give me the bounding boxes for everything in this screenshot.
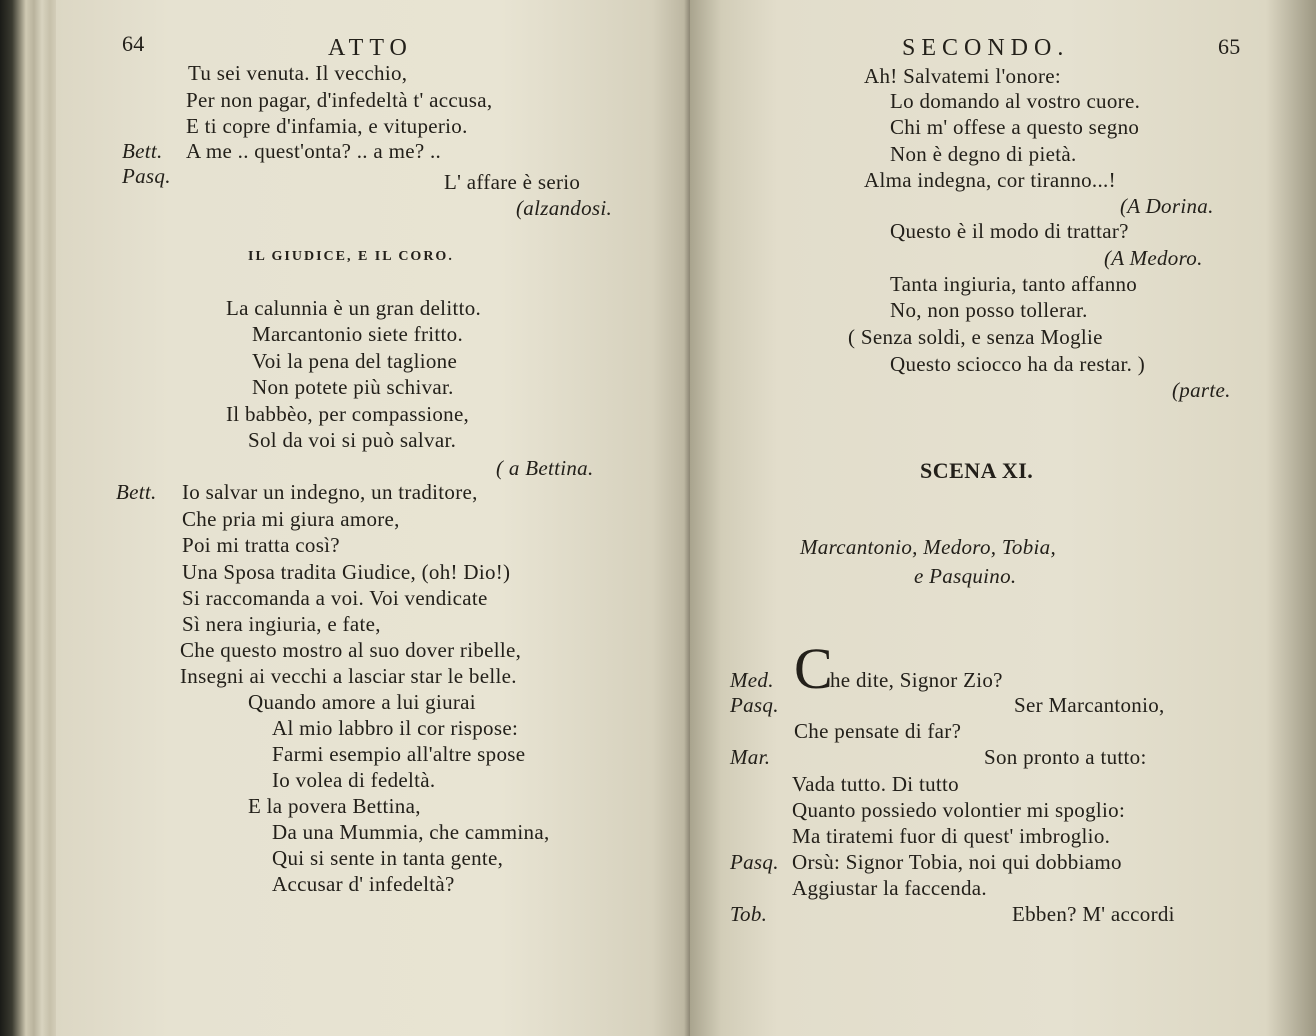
stage-direction: (parte. bbox=[1172, 378, 1231, 402]
verse-line: Che questo mostro al suo dover ribelle, bbox=[180, 638, 522, 662]
running-head: ATTO bbox=[328, 35, 413, 61]
page-number: 64 bbox=[122, 31, 145, 56]
verse-line: Da una Mummia, che cammina, bbox=[272, 820, 550, 844]
speaker-label: Pasq. bbox=[730, 693, 779, 717]
verse-line: Quanto possiedo volontier mi spoglio: bbox=[792, 798, 1126, 822]
verse-line: Che pensate di far? bbox=[794, 719, 962, 743]
verse-line: Marcantonio siete fritto. bbox=[252, 322, 464, 346]
verse-line: La calunnia è un gran delitto. bbox=[226, 296, 482, 320]
stage-direction: (A Medoro. bbox=[1104, 246, 1203, 270]
verse-line: Per non pagar, d'infedeltà t' accusa, bbox=[186, 88, 493, 112]
verse-line: Vada tutto. Di tutto bbox=[792, 772, 959, 796]
verse-line: Io volea di fedeltà. bbox=[272, 768, 436, 792]
verse-line: Lo domando al vostro cuore. bbox=[890, 89, 1141, 113]
verse-line: Alma indegna, cor tiranno...! bbox=[864, 168, 1116, 192]
character-list: Marcantonio, Medoro, Tobia, bbox=[800, 535, 1057, 559]
drop-cap: C bbox=[794, 636, 833, 701]
verse-line: Quando amore a lui giurai bbox=[248, 690, 476, 714]
speaker-label: Bett. bbox=[116, 480, 157, 504]
speaker-label: Pasq. bbox=[122, 164, 171, 188]
verse-line: ( Senza soldi, e senza Moglie bbox=[848, 325, 1103, 349]
verse-line: A me .. quest'onta? .. a me? .. bbox=[186, 139, 442, 163]
verse-line: Sì nera ingiuria, e fate, bbox=[182, 612, 381, 636]
verse-line: Questo è il modo di trattar? bbox=[890, 219, 1129, 243]
verse-line: Voi la pena del taglione bbox=[252, 349, 458, 373]
verse-line: Il babbèo, per compassione, bbox=[226, 402, 470, 426]
verse-line: Una Sposa tradita Giudice, (oh! Dio!) bbox=[182, 560, 511, 584]
verse-line: he dite, Signor Zio? bbox=[830, 668, 1003, 692]
scene-title: SCENA XI. bbox=[920, 458, 1034, 483]
stage-direction: (A Dorina. bbox=[1120, 194, 1214, 218]
speaker-label: Pasq. bbox=[730, 850, 779, 874]
chorus-heading: IL GIUDICE, E IL CORO. bbox=[248, 249, 454, 264]
verse-line: Ser Marcantonio, bbox=[1014, 693, 1165, 717]
character-list: e Pasquino. bbox=[914, 564, 1017, 588]
verse-line: Sol da voi si può salvar. bbox=[248, 428, 457, 452]
speaker-label: Tob. bbox=[730, 902, 768, 926]
verse-line: Al mio labbro il cor rispose: bbox=[272, 716, 519, 740]
verse-line: E ti copre d'infamia, e vituperio. bbox=[186, 114, 468, 138]
verse-line: Tu sei venuta. Il vecchio, bbox=[188, 61, 408, 85]
verse-line: Chi m' offese a questo segno bbox=[890, 115, 1140, 139]
verse-line: Aggiustar la faccenda. bbox=[792, 876, 987, 900]
verse-line: Si raccomanda a voi. Voi vendicate bbox=[182, 586, 488, 610]
verse-line: Che pria mi giura amore, bbox=[182, 507, 400, 531]
verse-line: Insegni ai vecchi a lasciar star le belle. bbox=[180, 664, 517, 688]
verse-line: Qui si sente in tanta gente, bbox=[272, 846, 504, 870]
page-number: 65 bbox=[1218, 34, 1241, 59]
verse-line: Non è degno di pietà. bbox=[890, 142, 1077, 166]
verse-line: Ma tiratemi fuor di quest' imbroglio. bbox=[792, 824, 1111, 848]
left-page bbox=[56, 0, 690, 1036]
verse-line: E la povera Bettina, bbox=[248, 794, 421, 818]
verse-line: L' affare è serio bbox=[444, 170, 581, 194]
verse-line: Ebben? M' accordi bbox=[1012, 902, 1175, 926]
speaker-label: Mar. bbox=[730, 745, 771, 769]
stage-direction: (alzandosi. bbox=[516, 196, 613, 220]
verse-line: Farmi esempio all'altre spose bbox=[272, 742, 526, 766]
verse-line: Orsù: Signor Tobia, noi qui dobbiamo bbox=[792, 850, 1122, 874]
verse-line: Ah! Salvatemi l'onore: bbox=[864, 64, 1062, 88]
stage-direction: ( a Bettina. bbox=[496, 456, 594, 480]
verse-line: Non potete più schivar. bbox=[252, 375, 454, 399]
verse-line: Tanta ingiuria, tanto affanno bbox=[890, 272, 1138, 296]
right-page bbox=[690, 0, 1316, 1036]
speaker-label: Bett. bbox=[122, 139, 163, 163]
verse-line: Poi mi tratta così? bbox=[182, 533, 340, 557]
verse-line: Io salvar un indegno, un traditore, bbox=[182, 480, 478, 504]
verse-line: Son pronto a tutto: bbox=[984, 745, 1147, 769]
running-head: SECONDO. bbox=[902, 35, 1070, 61]
page-edges bbox=[0, 0, 62, 1036]
speaker-label: Med. bbox=[730, 668, 774, 692]
verse-line: Questo sciocco ha da restar. ) bbox=[890, 352, 1146, 376]
verse-line: No, non posso tollerar. bbox=[890, 298, 1088, 322]
verse-line: Accusar d' infedeltà? bbox=[272, 872, 455, 896]
